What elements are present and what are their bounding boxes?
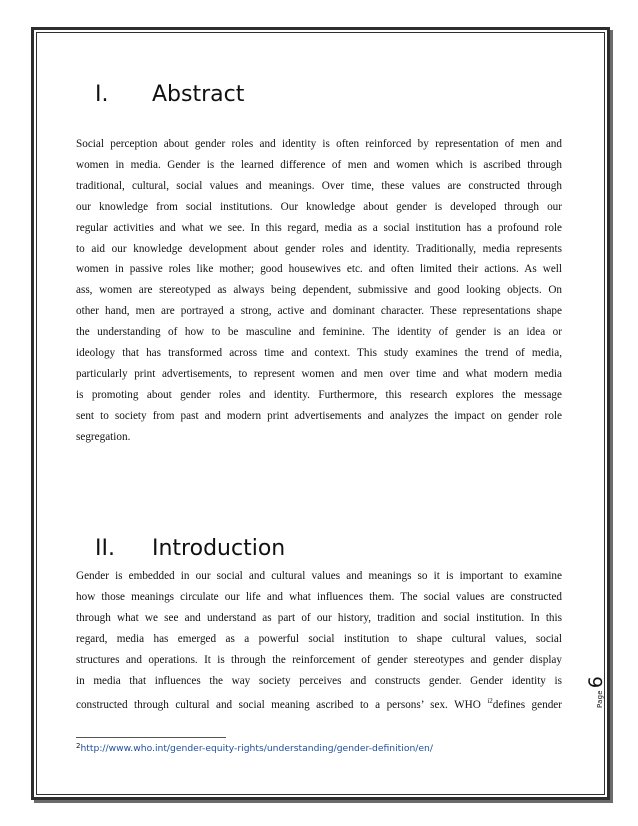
text-line: sent to society from past and modern print advertisements and analyzes the impact on gender role [76,409,562,422]
text-line: other hand, men are portrayed a strong, active and dominant character. These representations shape [76,305,562,318]
text-line: particularly print advertisements, to represent women and men over time and what modern media [76,367,562,380]
text-fragment: constructed through cultural and social meaning ascribed to a persons’ sex. WHO [76,699,488,712]
text-line: Social perception about gender roles and identity is often reinforced by representation of men and [76,138,562,150]
text-line: ideology that has transformed across time and context. This study examines the trend of media, [76,347,562,360]
text-line: how those meanings circulate our life and what influences them. The social values are constructed [76,590,562,603]
text-line: structures and operations. It is through the reinforcement of gender stereotypes and gender display [76,653,562,666]
text-line: is promoting about gender roles and identity. Furthermore, this research explores the message [76,388,562,401]
text-line: to aid our knowledge development about gender roles and identity. Traditionally, media represents [76,242,562,255]
abstract-heading-title: Abstract [152,82,245,107]
footnote-number: 2 [76,742,81,750]
abstract-paragraph [76,134,562,448]
text-line: regular activities and what we see. In this regard, media as a social institution has a profound role [76,221,562,234]
text-line: women in passive roles like mother; good housewives etc. and often limited their actions. As well [76,263,562,276]
text-fragment: defines gender [492,699,562,712]
text-line: segregation. [76,430,131,443]
text-line: Gender is embedded in our social and cultural values and meanings so it is important to examine [76,570,562,582]
text-line: our knowledge from social institutions. Our knowledge about gender is developed through our [76,200,562,213]
footnote [76,742,433,754]
introduction-paragraph [76,566,562,716]
page-label: Page [596,690,604,708]
text-line: traditional, cultural, social values and meanings. Over time, these values are constructed through [76,179,562,192]
text-line: women in media. Gender is the learned difference of men and women which is ascribed through [76,158,562,171]
text-line: in media that influences the way society perceives and constructs gender. Gender identity is [76,674,562,687]
text-line: through what we see and understand as part of our history, tradition and social institution. In this [76,611,562,624]
introduction-heading-number: II. [95,536,115,561]
footnote-rule [76,737,226,738]
footnote-reference: i2 [487,697,493,706]
page-number [585,676,607,708]
footnote-link[interactable]: http://www.who.int/gender-equity-rights/understanding/gender-definition/en/ [80,743,433,754]
text-line: ass, women are stereotyped as always being dependent, submissive and good looking objects. On [76,284,562,297]
text-line [76,691,562,716]
abstract-heading-number: I. [95,82,109,107]
text-line: the understanding of how to be masculine and feminine. The identity of gender is an idea or [76,326,562,339]
page-number-value: 6 [585,676,607,689]
text-line: regard, media has emerged as a powerful social institution to shape cultural values, social [76,632,562,645]
introduction-heading-title: Introduction [152,536,286,561]
